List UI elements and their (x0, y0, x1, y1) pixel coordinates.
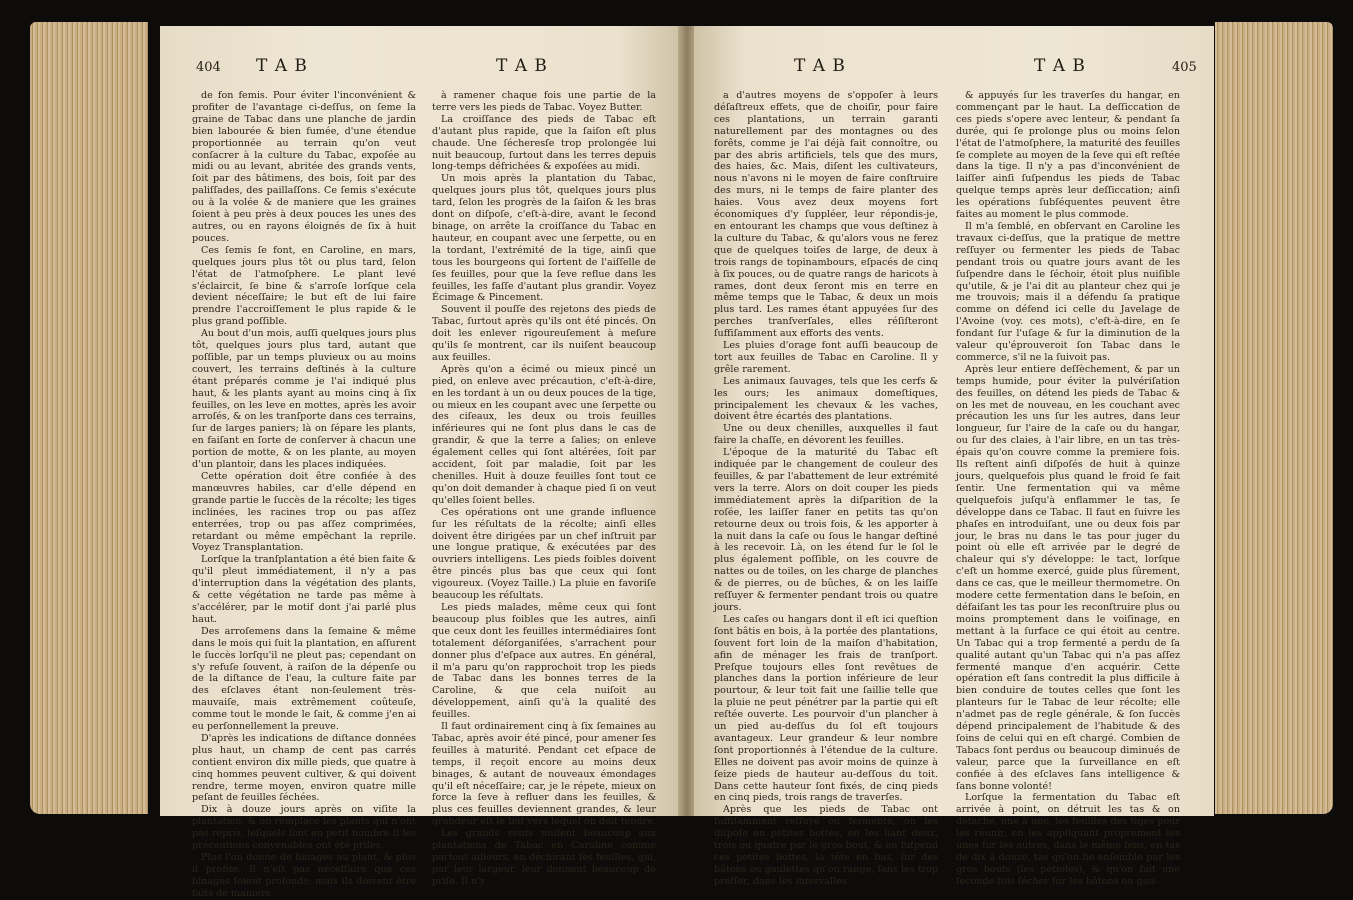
page-number-right: 405 (1172, 60, 1197, 75)
paragraph: Il faut ordinairement cinq à ſix ſemaines au Tabac, après avoir été pincé, pour amener ſes feuilles à maturité. Pendant cet eſpace de temps, il reçoit encore au moins deux binages, & autant de nouveaux émondages qu'il eſt néceſſaire; car, je le répete, mieux on force la ſeve à refluer dans les feuilles, & plus ces feuilles deviennent grandes, & leur grandeur eſt le but vers lequel on doit tendre. (432, 721, 656, 828)
paragraph: & appuyés ſur les traverſes du hangar, en commençant par le haut. La deſſiccation de ces pieds s'opere avec lenteur, & pendant ſa durée, qui ſe prolonge plus ou moins ſelon l'état de l'atmoſphere, la maturité des feuilles ſe complete au moyen de la ſeve qui eſt reſtée dans la tige. Il n'y a pas d'inconvénient de laiſſer ainſi ſuſpendus les pieds de Tabac quelque temps après leur deſſiccation; ainſi les opérations ſubſéquentes peuvent être faites au moment le plus commode. (956, 90, 1180, 221)
left-page-edges (30, 22, 148, 814)
paragraph: Après leur entiere deſſèchement, & par un temps humide, pour éviter la pulvériſation des feuilles, on détend les pieds de Tabac & on les met de nouveau, en les couchant avec précaution les uns ſur les autres, dans leur longueur, ſur l'aire de la caſe ou du hangar, ou ſur des claies, à l'air libre, en un tas très-épais qu'on couvre comme la premiere fois. Ils reſtent ainſi diſpoſés de huit à quinze jours, quelquefois plus quand le froid ſe fait ſentir. Une fermentation qui va même quelquefois juſqu'à enflammer le tas, ſe développe dans ce Tabac. Il faut en ſuivre les phaſes en introduiſant, une ou deux fois par jour, le bras nu dans le tas pour juger du point où elle eſt arrivée par le degré de chaleur qui s'y développe: le tact, lorſque c'eſt un homme exercé, guide plus ſûrement, dans ce cas, que le meilleur thermometre. On modere cette fermentation dans le beſoin, en défaiſant les tas pour les reconſtruire plus ou moins promptement dans le voiſinage, en mettant à la ſurface ce qui étoit au centre. Un Tabac qui a trop fermenté a perdu de ſa qualité autant qu'un Tabac qui n'a pas aſſez fermenté manque d'en acquérir. Cette opération eſt ſans contredit la plus difficile à bien conduire de toutes celles que ſont les planteurs ſur le Tabac de leur récolte; elle n'admet pas de regle générale, & ſon ſuccès dépend principalement de l'habitude & des ſoins de celui qui en eſt chargé. Combien de Tabacs ſont perdus ou beaucoup diminués de valeur, parce que la ſurveillance en eſt confiée à des eſclaves ſans intelligence & ſans bonne volonté! (956, 363, 1180, 792)
paragraph: Plus l'on donne de binages au plant, & plus il profite. Il n'eſt pas néceſſaire que ces binages ſoient profonds; mais ils doivent être faits de maniere (192, 852, 416, 899)
paragraph: Cette opération doit être confiée à des manœuvres habiles, car d'elle dépend en grande partie le ſuccès de la récolte; les tiges inclinées, les racines trop ou pas aſſez enterrées, trop ou pas aſſez comprimées, retardant ou même empêchant la reprile. Voyez Transplantation. (192, 471, 416, 554)
text-column-right-2 (956, 90, 1180, 887)
paragraph: Dix à douze jours après on viſite la plantation, & on remplace les plants qui n'ont pas repris, leſquels ſont en petit nombre ſi les précautions convenables ont été priſes. (192, 804, 416, 852)
text-column-left-2 (432, 90, 656, 887)
paragraph: L'époque de la maturité du Tabac eſt indiquée par le changement de couleur des feuilles, & par l'abattement de leur extrémité vers la terre. Alors on doit couper les pieds immédiatement après la diſparition de la roſée, les laiſſer faner en petits tas qu'on retourne deux ou trois fois, & les apporter à la nuit dans la caſe ou ſous le hangar deſtiné à les recevoir. Là, on les étend ſur le ſol le plus également poſſible, on les couvre de nattes ou de toiles, on les charge de planches & de pierres, ou de bûches, & on les laiſſe reſſuyer & fermenter pendant trois ou quatre jours. (714, 447, 938, 613)
paragraph: Les caſes ou hangars dont il eſt ici queſtion ſont bâtis en bois, à la portée des plantations, ſouvent fort loin de la maiſon d'habitation, afin de ménager les frais de tranſport. Preſque toujours elles ſont revêtues de planches dans la portion inférieure de leur pourtour, & leur toit fait une ſaillie telle que la pluie ne peut pénétrer par la partie qui eſt reſtée ouverte. Les pourvoir d'un plancher à un pied au-deſſus du ſol eſt toujours avantageux. Leur grandeur & leur nombre ſont proportionnés à l'étendue de la culture. Elles ne doivent pas avoir moins de quinze à ſeize pieds de hauteur au-deſſous du toit. Dans cette hauteur ſont fixés, de cinq pieds en cinq pieds, trois rangs de traverſes. (714, 613, 938, 804)
right-page (694, 26, 1214, 887)
paragraph: Après qu'on a écimé ou mieux pincé un pied, on enleve avec précaution, c'eſt-à-dire, en les tordant à un ou deux pouces de la tige, ou mieux en les coupant avec une ſerpette ou des ciſeaux, les deux ou trois feuilles inférieures qui ne ſont plus dans le cas de grandir, & que la terre a ſalies; on enleve également celles qui ſont altérées, ſoit par accident, ſoit par maladie, ſoit par les chenilles. Huit à douze feuilles ſont tout ce qu'on doit demander à chaque pied ſi on veut qu'elles ſoient belles. (432, 363, 656, 506)
running-head-left-1: T A B (256, 56, 308, 76)
paragraph: a d'autres moyens de s'oppoſer à leurs déſaſtreux effets, que de choiſir, pour faire ces plantations, un terrain garanti naturellement par des montagnes ou des forêts, comme je l'ai déjà fait connoître, ou par des abris artificiels, tels que des murs, des haies, &c. Mais, diſent les cultivateurs, nous n'avons ni le moyen de faire conſtruire des murs, ni le temps de faire planter des haies. Vous avez deux moyens fort économiques d'y ſuppléer, leur répondis-je, en entourant les champs que vous deſtinez à la culture du Tabac, & qu'alors vous ne ferez que de quelques toiſes de large, de deux à trois rangs de topinambours, eſpacés de cinq à ſix pouces, ou de quatre rangs de haricots à rames, dont deux ſeront mis en terre en même temps que le Tabac, & deux un mois plus tard. Les rames étant appuyées ſur des perches tranſverſales, elles réſiſteront ſuffiſamment aux efforts des vents. (714, 90, 938, 340)
paragraph: Lorſque la fermentation du Tabac eſt arrivée à point, on détruit les tas & on détache, une à une, les feuilles des tiges pour les réunir, en les appliquant proprement les unes ſur les autres, dans le même ſens, en tas de dix à douze, tas qu'on lie enſemble par les gros bouts (les pétioles), & qu'on fait une ſeconde fois ſécher ſur les bâtons ou gau- (956, 792, 1180, 887)
running-head-right-1: T A B (794, 56, 846, 76)
paragraph: Les pluies d'orage font auſſi beaucoup de tort aux feuilles de Tabac en Caroline. Il y grêle rarement. (714, 340, 938, 375)
paragraph: Souvent il pouſſe des rejetons des pieds de Tabac, ſurtout après qu'ils ont été pincés. On doit les enlever rigoureuſement à meſure qu'ils ſe montrent, car ils nuiſent beaucoup aux feuilles. (432, 304, 656, 363)
paragraph: Les pieds malades, même ceux qui ſont beaucoup plus foibles que les autres, ainſi que ceux dont les feuilles intermédiaires ſont totalement déſorganiſées, s'arrachent pour donner plus d'eſpace aux autres. En général, il m'a paru qu'on rapprochoit trop les pieds de Tabac dans les bonnes terres de la Caroline, & que cela nuiſoit au développement, ainſi qu'à la qualité des feuilles. (432, 601, 656, 721)
paragraph: Après que les pieds de Tabac ont ſuffiſamment reſſuyé ou fermenté, on les diſpoſe en petites bottes, en les liant deux, trois ou quatre par le gros bout, & on ſuſpend ces petites bottes, la tête en bas, ſur des bâtons ou gaulettes qu'on range, ſans les trop preſſer, dans les intervalles (714, 804, 938, 887)
paragraph: de fon femis. Pour éviter l'inconvénient & profiter de l'avantage ci-deſſus, on ſeme la graine de Tabac dans une planche de jardin bien labourée & bien fumée, d'une étendue proportionnée au terrain qu'on veut conſacrer à la culture du Tabac, expoſée au midi ou au levant, abritée des grands vents, ſoit par des bâtimens, des bois, ſoit par des paliſſades, des paillaſſons. Ce ſemis s'exécute ou à la volée & de maniere que les graines ſoient à peu près à deux pouces les unes des autres, ou en rayons éloignés de ſix à huit pouces. (192, 90, 416, 244)
running-head-right-2: T A B (1034, 56, 1086, 76)
page-number-left: 404 (196, 60, 221, 75)
paragraph: D'après les indications de diſtance données plus haut, un champ de cent pas carrés contient environ dix mille pieds, que quatre à cinq hommes peuvent cultiver, & qui doivent rendre, terme moyen, environ quatre mille peſant de feuilles ſéchées. (192, 732, 416, 804)
running-head-left-2: T A B (496, 56, 548, 76)
text-column-left-1 (192, 90, 416, 899)
paragraph: Lorſque la tranſplantation a été bien faite & qu'il pleut immédiatement, il n'y a pas d'interruption dans la végétation des plants, & cette végétation ne tarde pas même à s'accélérer, par le motif dont j'ai parlé plus haut. (192, 554, 416, 625)
paragraph: Une ou deux chenilles, auxquelles il faut faire la chaſſe, en dévorent les feuilles. (714, 423, 938, 447)
right-page-edges (1215, 22, 1333, 814)
paragraph: Ces ſemis ſe font, en Caroline, en mars, quelques jours plus tôt ou plus tard, ſelon l'état de l'atmoſphere. Le plant levé s'éclaircit, ſe bine & s'arroſe lorſque cela devient néceſſaire; le but eſt de lui faire prendre l'accroiſſement le plus rapide & le plus grand poſſible. (192, 244, 416, 328)
paragraph: Des arroſemens dans la ſemaine & même dans le mois qui ſuit la plantation, en aſſurent le ſuccès lorſqu'il ne pleut pas; cependant on s'y refuſe ſouvent, à raiſon de la dépenſe ou de la diſtance de l'eau, la culture faite par des eſclaves étant non-ſeulement très-mauvaiſe, mais extrêmement coûteuſe, comme tout le monde le ſait, & comme j'en ai eu perſonnellement la preuve. (192, 625, 416, 733)
text-column-right-1 (714, 90, 938, 887)
paragraph: Les animaux ſauvages, tels que les cerfs & les ours; les animaux domeſtiques, principalement les chevaux & les vaches, doivent être écartés des plantations. (714, 375, 938, 423)
left-page (160, 26, 680, 899)
paragraph: Au bout d'un mois, auſſi quelques jours plus tôt, quelques jours plus tard, autant que poſſible, par un temps pluvieux ou au moins couvert, les terrains deſtinés à la culture étant préparés comme je l'ai indiqué plus haut, & les plants ayant au moins cinq à ſix feuilles, on les leve en mottes, après les avoir arroſés, & on les tranſporte dans ces terrains, ſur de larges paniers; là on ſépare les plants, en faiſant en ſorte de conſerver à chacun une portion de motte, & on les plante, au moyen d'un plantoir, dans les places indiquées. (192, 328, 416, 471)
paragraph: Un mois après la plantation du Tabac, quelques jours plus tôt, quelques jours plus tard, ſelon les progrès de la ſaiſon & les bras dont on diſpoſe, c'eſt-à-dire, avant le ſecond binage, on arrête la croiſſance du Tabac en hauteur, en coupant avec une ſerpette, ou en la tordant, l'extrémité de la tige, ainſi que tous les bourgeons qui ſortent de l'aiſſelle de ſes feuilles, pour que la ſeve reflue dans les feuilles, les faſſe d'autant plus grandir. Voyez Écimage & Pincement. (432, 173, 656, 304)
paragraph: à ramener chaque fois une partie de la terre vers les pieds de Tabac. Voyez Butter. (432, 90, 656, 113)
paragraph: Il m'a ſemblé, en obſervant en Caroline les travaux ci-deſſus, que la pratique de mettre reſſuyer ou fermenter les pieds de Tabac pendant trois ou quatre jours avant de les ſuſpendre dans le ſéchoir, étoit plus nuiſible qu'utile, & je l'ai dit au planteur chez qui je me trouvois; mais il a défendu ſa pratique comme on défend ici celle du Javelage de l'Avoine (voy. ces mots), c'eſt-à-dire, en ſe fondant ſur l'uſage & ſur la diminution de la valeur qu'éprouveroit ſon Tabac dans le commerce, s'il ne la ſuivoit pas. (956, 220, 1180, 363)
paragraph: Ces opérations ont une grande influence ſur les réſultats de la récolte; ainſi elles doivent être dirigées par un chef inſtruit par une longue pratique, & exécutées par des ouvriers intelligens. Les pieds foibles doivent être pincés plus bas que ceux qui ſont vigoureux. (Voyez Taille.) La pluie en favoriſe beaucoup les réſultats. (432, 506, 656, 602)
paragraph: La croiſſance des pieds de Tabac eſt d'autant plus rapide, que la ſaiſon eſt plus chaude. Une ſécheresſe trop prolongée lui nuit beaucoup, ſurtout dans les terres depuis long-temps défrichées & expoſées au midi. (432, 113, 656, 173)
paragraph: Les grands vents nuiſent beaucoup aux plantations de Tabac en Caroline comme partout ailleurs, en déchirant ſes feuilles, qui, par leur largeur, leur donnent beaucoup de priſe. Il n'y (432, 828, 656, 887)
